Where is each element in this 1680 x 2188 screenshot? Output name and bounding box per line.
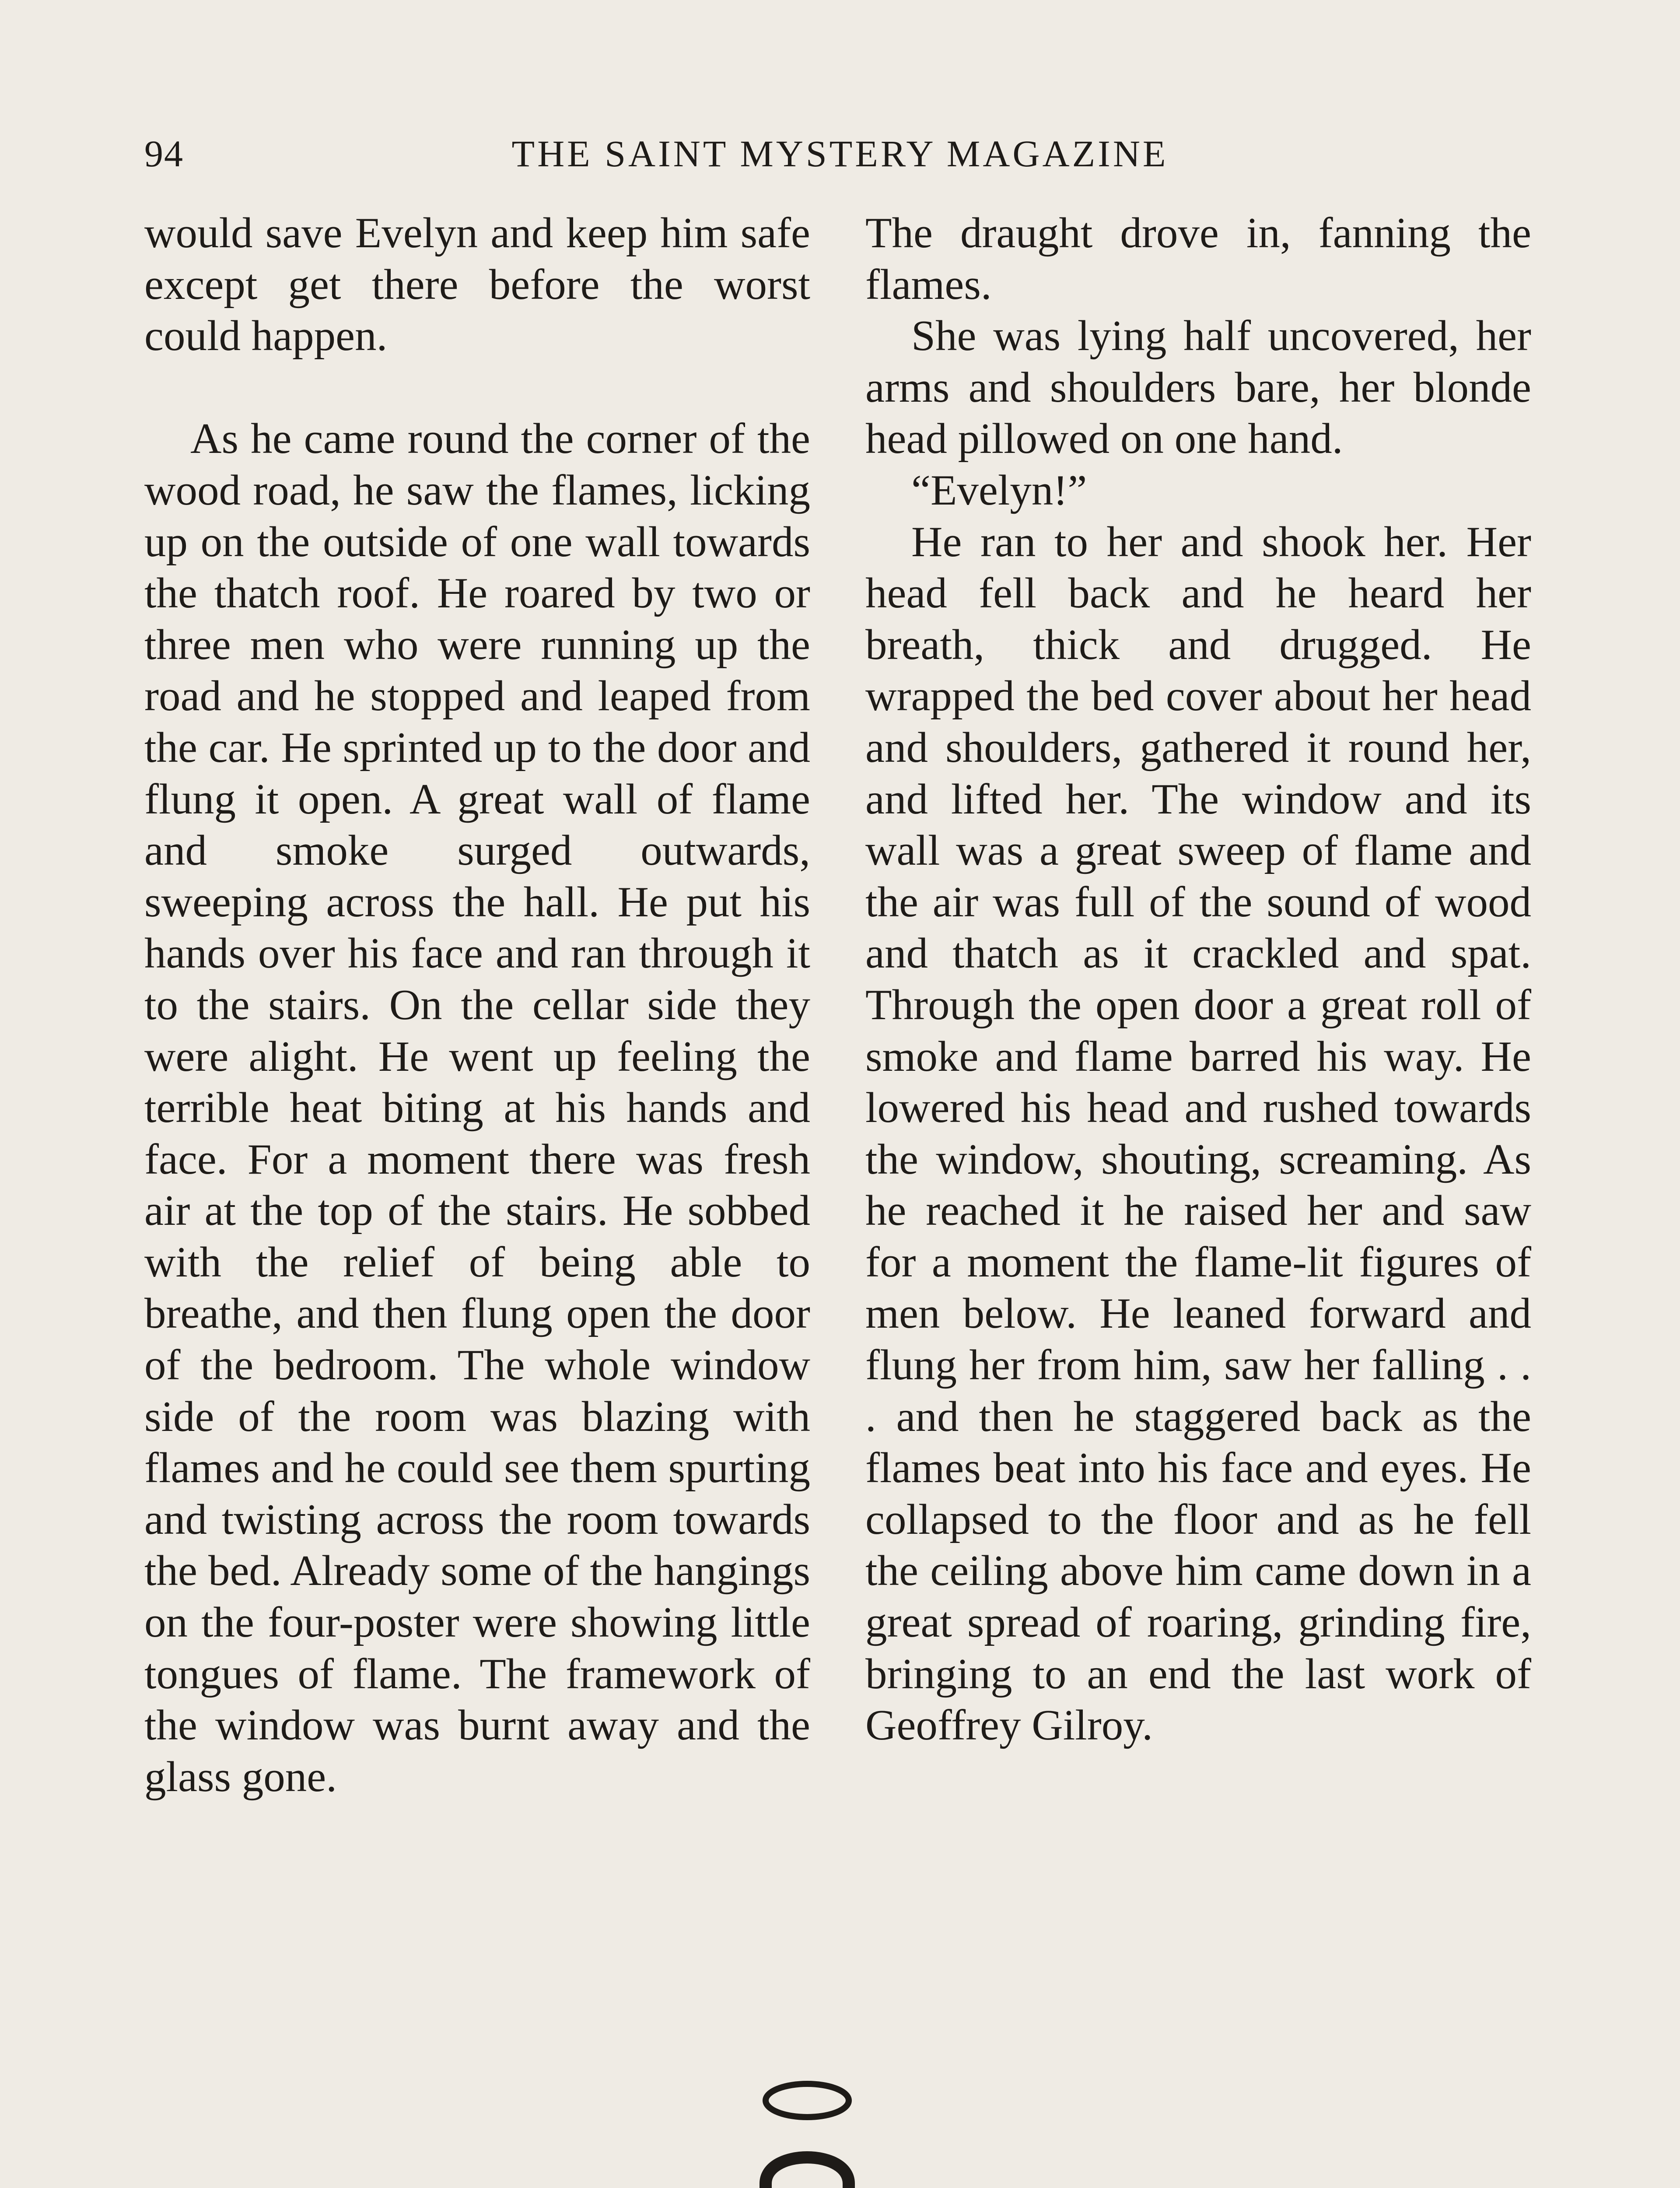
paragraph: He ran to her and shook her. Her head fell back and he heard her breath, thick and drugged. He wrapped the bed cover about her head and shoulders, gathered it round her, and lifted her. The window and its wall was a great sweep of flame and the air was full of the sound of wood and thatch as it crackled and spat. Through the open door a great roll of smoke and flame barred his way. He lowered his head and rushed towards the window, shouting, screaming. As he reached it he raised her and saw for a moment the flame-lit figures of men below. He leaned forward and flung her from him, saw her falling . . . and then he staggered back as the flames beat into his face and eyes. He collapsed to the floor and as he fell the ceiling above him came down in a great spread of roaring, grinding fire, bringing to an end the last work of Geoffrey Gilroy. [865,518,1531,1750]
paragraph: She was lying half uncovered, her arms and shoulders bare, her blonde head pillowed on one hand. [865,312,1531,463]
paragraph: The draught drove in, fanning the flames. [865,209,1531,309]
page-header [144,130,1536,178]
page-number: 94 [144,133,184,175]
right-column [865,207,1531,1751]
running-head: THE SAINT MYSTERY MAGAZINE [511,133,1169,175]
section-break [144,362,810,414]
paragraph: “Evelyn!” [911,466,1087,514]
paragraph: As he came round the corner of the wood road, he saw the flames, licking up on the outside of one wall towards the thatch roof. He roared by two or three men who were running up the road and he stopped and leaped from the car. He sprinted up to the door and flung it open. A great wall of flame and smoke surged outwards, sweeping across the hall. He put his hands over his face and ran through it to the stairs. On the cellar side they were alight. He went up feeling the terrible heat biting at his hands and face. For a moment there was fresh air at the top of the stairs. He sobbed with the relief of being able to breathe, and then flung open the door of the bedroom. The whole window side of the room was blazing with flames and he could see them spurting and twisting across the room towards the bed. Already some of the hangings on the four-poster were showing little tongues of flame. The framework of the window was burnt away and the glass gone. [144,415,810,1801]
saint-halo-figure-icon [464,2039,1242,2188]
left-column [144,207,810,1802]
paragraph: would save Evelyn and keep him safe except get there before the worst could happen. [144,209,810,360]
